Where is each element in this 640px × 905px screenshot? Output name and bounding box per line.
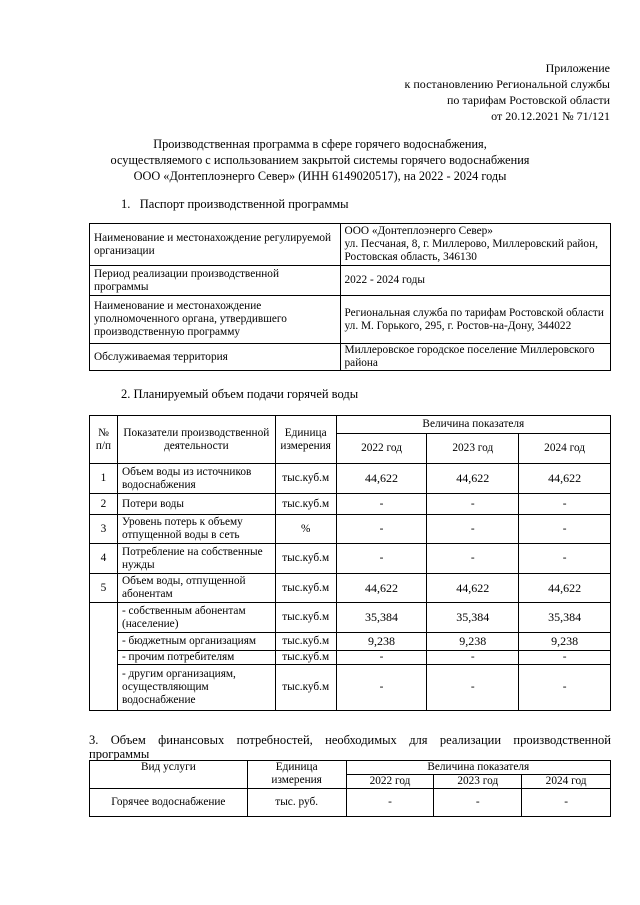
- passport-value: 2022 - 2024 годы: [340, 266, 610, 296]
- section3-heading-line: программы: [89, 747, 150, 761]
- appendix-line: Приложение: [545, 61, 610, 75]
- passport-value: ООО «Донтеплоэнерго Север» ул. Песчаная, 8, г. Миллерово, Миллеровский район, Ростовская область, 346130: [340, 224, 610, 266]
- table-row: - бюджетным организациям тыс.куб.м 9,238 9,238 9,238: [90, 633, 611, 651]
- col-header-unit: Единица измерения: [275, 416, 336, 464]
- table-header-row: [90, 761, 611, 775]
- appendix-line: к постановлению Региональной службы: [404, 77, 610, 91]
- appendix-block: [405, 60, 610, 124]
- table-row: [90, 224, 611, 266]
- col-header-2024: 2024 год: [522, 775, 611, 789]
- section3-heading: [89, 733, 611, 761]
- title-line: Производственная программа в сфере горячего водоснабжения,: [153, 137, 487, 151]
- finance-table: [89, 760, 611, 817]
- passport-value: Региональная служба по тарифам Ростовской области ул. М. Горького, 295, г. Ростов-на-Дону, 344022: [340, 296, 610, 344]
- col-header-2022: 2022 год: [346, 775, 434, 789]
- appendix-date: от 20.12.2021 № 71/121: [491, 109, 610, 123]
- title-line: осуществляемого с использованием закрытой системы горячего водоснабжения: [110, 153, 530, 167]
- volume-table: [89, 415, 611, 711]
- table-row: - другим организациям, осуществляющим водоснабжение тыс.куб.м - - -: [90, 665, 611, 711]
- passport-label: Наименование и местонахождение регулируемой организации: [90, 224, 341, 266]
- document-title: [0, 136, 640, 184]
- table-row: 1 Объем воды из источников водоснабжения тыс.куб.м 44,622 44,622 44,622: [90, 464, 611, 494]
- table-row: 2 Потери воды тыс.куб.м - - -: [90, 494, 611, 515]
- passport-label: Период реализации производственной программы: [90, 266, 341, 296]
- appendix-line: по тарифам Ростовской области: [446, 93, 610, 107]
- section1-title: Паспорт производственной программы: [139, 197, 349, 211]
- col-header-value-group: Величина показателя: [336, 416, 610, 434]
- passport-label: Обслуживаемая территория: [90, 344, 341, 371]
- section2-heading: 2. Планируемый объем подачи горячей воды: [121, 387, 359, 401]
- table-header-row: [90, 416, 611, 434]
- col-header-2024: 2024 год: [519, 434, 611, 464]
- col-header-2023: 2023 год: [434, 775, 522, 789]
- table-row: [90, 296, 611, 344]
- passport-value: Миллеровское городское поселение Миллеровского района: [340, 344, 610, 371]
- section3-heading-line: 3. Объем финансовых потребностей, необходимых для реализации производственной: [89, 733, 611, 747]
- passport-label: Наименование и местонахождение уполномоченного органа, утвердившего производственную программу: [90, 296, 341, 344]
- table-row: 4 Потребление на собственные нужды тыс.куб.м - - -: [90, 544, 611, 574]
- section1-heading: [121, 197, 349, 212]
- table-row: - прочим потребителям тыс.куб.м - - -: [90, 651, 611, 665]
- col-header-2022: 2022 год: [336, 434, 427, 464]
- section1-number: 1.: [121, 197, 131, 211]
- title-line: ООО «Донтеплоэнерго Север» (ИНН 6149020517), на 2022 - 2024 годы: [133, 169, 507, 183]
- col-header-indicator: Показатели производственной деятельности: [117, 416, 275, 464]
- table-row: [90, 344, 611, 371]
- table-row: [90, 266, 611, 296]
- col-header-service: Вид услуги: [90, 761, 248, 789]
- table-row: - собственным абонентам (население) тыс.куб.м 35,384 35,384 35,384: [90, 603, 611, 633]
- table-row: Горячее водоснабжение тыс. руб. - - -: [90, 789, 611, 817]
- table-row: 5 Объем воды, отпущенной абонентам тыс.куб.м 44,622 44,622 44,622: [90, 574, 611, 603]
- col-header-unit: Единица измерения: [247, 761, 346, 789]
- col-header-value-group: Величина показателя: [346, 761, 610, 775]
- table-row: 3 Уровень потерь к объему отпущенной воды в сеть % - - -: [90, 515, 611, 544]
- col-header-num: № п/п: [90, 416, 118, 464]
- col-header-2023: 2023 год: [427, 434, 519, 464]
- passport-table: [89, 223, 611, 371]
